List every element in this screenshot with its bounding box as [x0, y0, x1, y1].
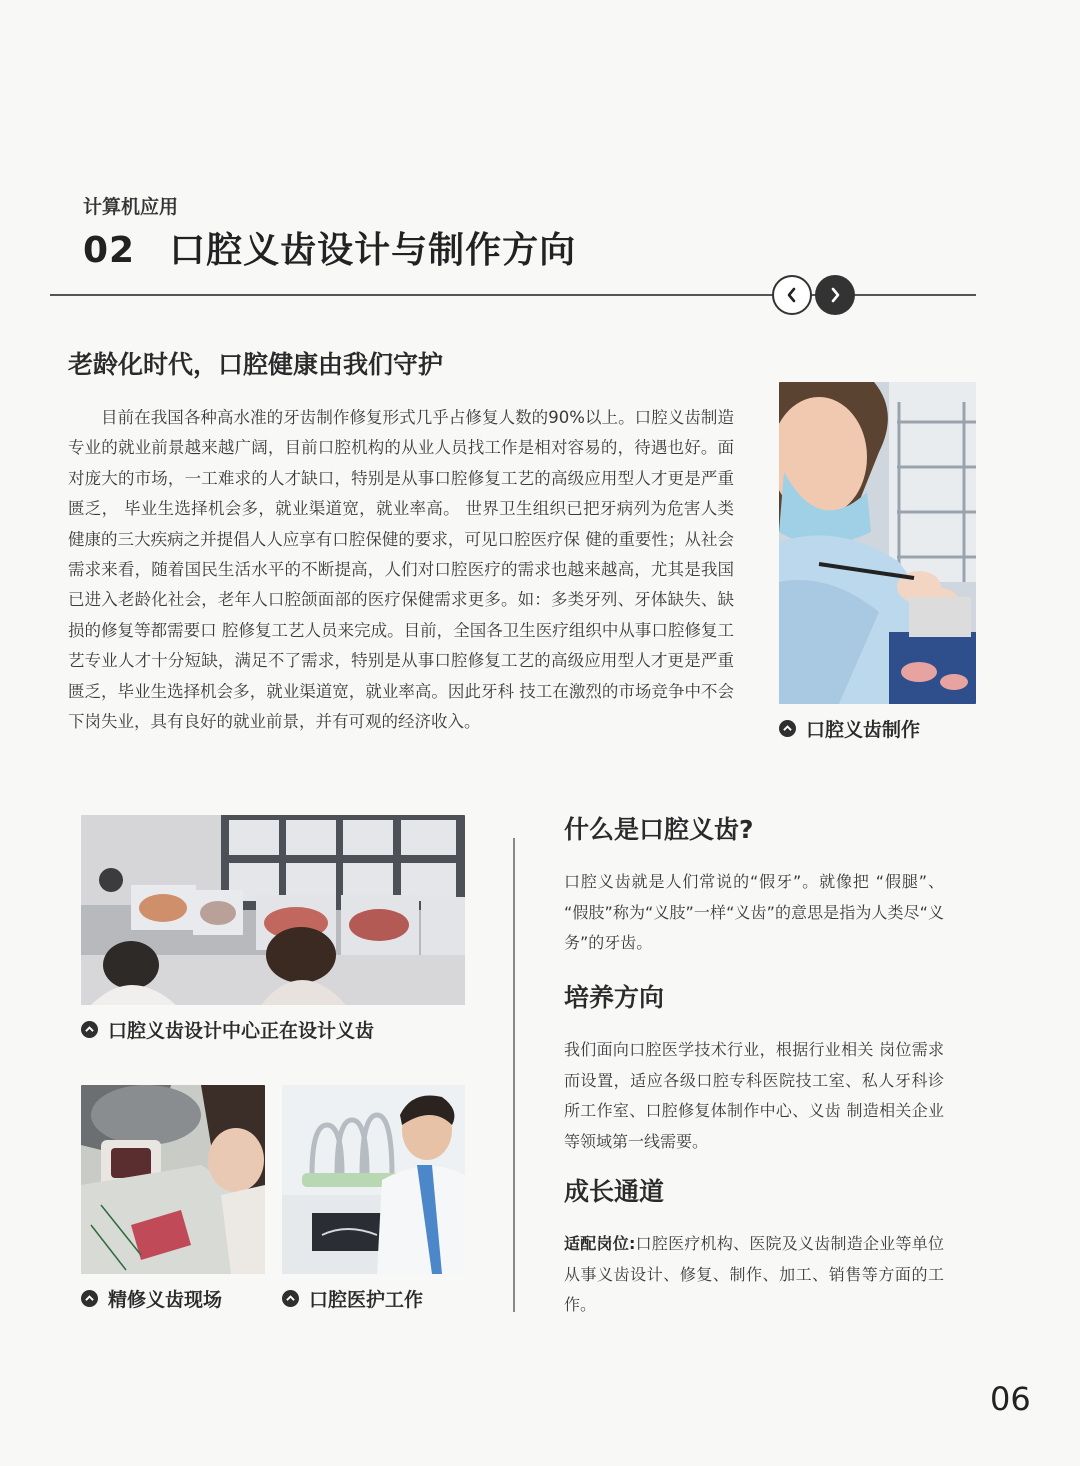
next-button[interactable] [815, 275, 855, 315]
category-label: 计算机应用 [83, 196, 179, 218]
what-is-heading: 什么是口腔义齿? [564, 815, 754, 844]
page-number: 06 [990, 1380, 1031, 1418]
growth-body: 口腔医疗机构、医院及义齿制造企业等单位从事义齿设计、修复、制作、加工、销售等方面的工作。 [564, 1234, 944, 1314]
chevron-up-circle-icon [779, 720, 796, 737]
design-center-photo [81, 815, 465, 1005]
growth-label: 适配岗位: [564, 1234, 636, 1253]
training-heading: 培养方向 [564, 983, 665, 1012]
chapter-title: 口腔义齿设计与制作方向 [169, 230, 577, 271]
caption-text: 口腔医护工作 [309, 1289, 424, 1311]
chevron-up-circle-icon [282, 1290, 299, 1307]
page-title [83, 222, 576, 273]
prev-button[interactable] [772, 275, 812, 315]
caption-finishing [81, 1285, 222, 1312]
technician-photo [779, 382, 976, 704]
column-divider [513, 838, 515, 1312]
caption-text: 精修义齿现场 [108, 1289, 223, 1311]
caption-dental-care [282, 1285, 423, 1312]
chapter-number: 02 [83, 230, 136, 271]
caption-text: 口腔义齿设计中心正在设计义齿 [108, 1020, 375, 1042]
chevron-left-icon [785, 287, 799, 303]
finishing-photo [81, 1085, 265, 1274]
chevron-right-icon [828, 287, 842, 303]
what-is-text: 口腔义齿就是人们常说的“假牙”。就像把 “假腿”、 “假肢”称为“义肢”一样“义齿”的意思是指为人类尽“义务”的牙齿。 [564, 872, 944, 952]
caption-text: 口腔义齿制作 [806, 719, 921, 741]
chevron-up-circle-icon [81, 1021, 98, 1038]
intro-heading: 老龄化时代，口腔健康由我们守护 [68, 350, 444, 379]
training-text: 我们面向口腔医学技术行业，根据行业相关 岗位需求而设置，适应各级口腔专科医院技工室、私人牙科诊所工作室、口腔修复体制作中心、义齿 制造相关企业等领域第一线需要。 [564, 1040, 944, 1151]
growth-heading: 成长通道 [564, 1177, 665, 1206]
chevron-up-circle-icon [81, 1290, 98, 1307]
dental-care-photo [282, 1085, 465, 1274]
growth-text [564, 1229, 944, 1321]
caption-design-center [81, 1016, 374, 1043]
caption-denture-making [779, 715, 920, 742]
intro-paragraph: 目前在我国各种高水准的牙齿制作修复形式几乎占修复人数的90%以上。口腔义齿制造专业的就业前景越来越广阔，目前口腔机构的从业人员找工作是相对容易的，待遇也好。面对庞大的市场，一工难求的人才缺口，特别是从事口腔修复工艺的高级应用型人才更是严重匮乏， 毕业生选择机会多，就业渠道宽，就业率高。 世界卫生组织已把牙病列为危害人类健康的三大疾病之并提倡人人应享有口腔保健的要求，可见口腔医疗保 健的重要性；从社会需求来看，随着国民生活水平的不断提高，人们对口腔医疗的需求也越来越高，尤其是我国已进入老龄化社会，老年人口腔颌面部的医疗保健需求更多。如：多类牙列、牙体缺失、缺损的修复等都需要口 腔修复工艺人员来完成。目前，全国各卫生医疗组织中从事口腔修复工艺专业人才十分短缺，满足不了需求，特别是从事口腔修复工艺的高级应用型人才更是严重匮乏，毕业生选择机会多，就业渠道宽，就业率高。因此牙科 技工在激烈的市场竞争中不会下岗失业，具有良好的就业前景，并有可观的经济收入。 [68, 408, 734, 732]
